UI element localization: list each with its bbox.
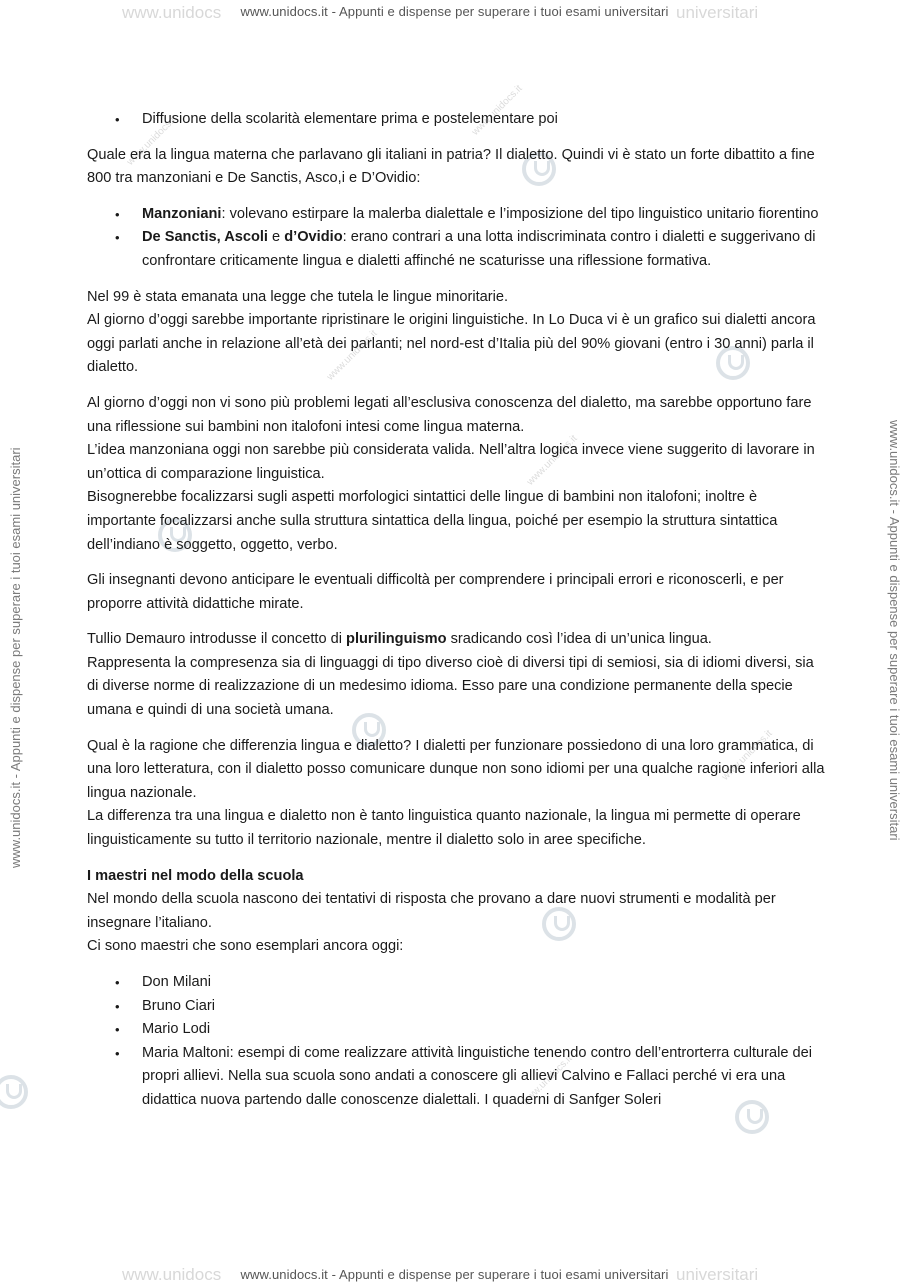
watermark-diagonal-6: www.unidocs.it <box>470 83 525 138</box>
watermark-diagonal-4: www.unidocs.it <box>720 728 775 783</box>
paragraph: Bisognerebbe focalizzarsi sugli aspetti morfologici sintattici delle lingue di bambini non italofoni; inoltre è importante focalizzarsi anche sulla struttura sintattica della lingua, poiché per esempio la struttura sintattica dell’indiano è soggetto, oggetto, verbo. <box>87 489 778 553</box>
paragraph: Qual è la ragione che differenzia lingua e dialetto? I dialetti per funzionare possiedono di una loro grammatica, di una loro letteratura, con il dialetto posso comunicare dunque non sono idiomi per una qualche ragione inferiori alla lingua nazionale. <box>87 737 825 801</box>
paragraph: Nel 99 è stata emanata una legge che tutela le lingue minoritarie. <box>87 288 509 305</box>
watermark-side-left: www.unidocs.it - Appunti e dispense per superare i tuoi esami universitari <box>8 447 23 868</box>
watermark-header: www.unidocs.it - Appunti e dispense per superare i tuoi esami universitari <box>240 4 669 19</box>
list-item: • Manzoniani: volevano estirpare la malerba dialettale e l’imposizione del tipo linguistico unitario fiorentino <box>87 203 827 227</box>
paragraph: La differenza tra una lingua e dialetto non è tanto linguistica quanto nazionale, la lingua mi permette di operare linguisticamente su tutto il territorio nazionale, mentre il dialetto solo in aree specifiche. <box>87 808 801 849</box>
paragraph: Nel mondo della scuola nascono dei tentativi di risposta che provano a dare nuovi strumenti e modalità per insegnare l’italiano. <box>87 891 776 931</box>
watermark-diagonal-1: www.unidocs.it <box>125 113 180 168</box>
bullet-icon: • <box>115 206 120 222</box>
paragraph: Al giorno d’oggi non vi sono più problemi legati all’esclusiva conoscenza del dialetto, ma sarebbe opportuno fare una riflessione sui bambini non italofoni intesi come lingua materna. <box>87 394 812 435</box>
document-body <box>87 108 827 1113</box>
bullet-list-maestri <box>87 971 827 1113</box>
bullet-list-top <box>87 108 827 132</box>
paragraph: Ci sono maestri che sono esemplari ancora oggi: <box>87 938 404 955</box>
paragraph: Gli insegnanti devono anticipare le eventuali difficoltà per comprendere i principali errori e riconoscerli, e per proporre attività didattiche mirate. <box>87 572 784 612</box>
paragraph: Tullio Demauro introdusse il concetto di plurilinguismo sradicando così l’idea di un’unica lingua. <box>87 631 712 648</box>
watermark-side-right: www.unidocs.it - Appunti e dispense per superare i tuoi esami universitari <box>887 420 902 841</box>
paragraph: L’idea manzoniana oggi non sarebbe più considerata valida. Nell’altra logica invece viene suggerito di lavorare in un’ottica di comparazione linguistica. <box>87 442 815 482</box>
watermark-ghost-right-footer: universitari <box>676 1265 759 1284</box>
watermark-diagonal-5: www.unidocs.it <box>520 1053 575 1108</box>
unidocs-logo-icon <box>0 1075 28 1109</box>
watermark-ghost-left: www.unidocs <box>122 3 222 22</box>
paragraph: Quale era la lingua materna che parlavano gli italiani in patria? Il dialetto. Quindi vi è stato un forte dibattito a fine 800 tra manzoniani e De Sanctis, Asco,i e D’Ovidio: <box>87 146 815 187</box>
list-item: • Maria Maltoni: esempi di come realizzare attività linguistiche tenendo contro dell’entrorterra culturale dei propri allievi. Nella sua scuola sono andati a conoscere gli allievi Calvino e Fallaci perché vi era una didattica nuova partendo dalle conoscenze dialettali. I quaderni di Sanfger Soleri <box>87 1042 827 1113</box>
bullet-icon: • <box>115 1022 120 1038</box>
list-item: • De Sanctis, Ascoli e d’Ovidio: erano contrari a una lotta indiscriminata contro i dialetti e suggerivano di confrontare criticamente lingua e dialetti affinché ne scaturisse una riflessione formativa. <box>87 226 827 273</box>
watermark-footer: www.unidocs.it - Appunti e dispense per superare i tuoi esami universitari <box>240 1267 669 1282</box>
watermark-diagonal-3: www.unidocs.it <box>525 433 580 488</box>
paragraph: Al giorno d’oggi sarebbe importante ripristinare le origini linguistiche. In Lo Duca vi è un grafico sui dialetti ancora oggi parlati anche in relazione all’età dei parlanti; nel nord-est d’Italia più del 90% giovani (entro i 30 anni) parla il dialetto. <box>87 312 816 376</box>
list-item: • Don Milani <box>87 971 827 995</box>
list-item: • Mario Lodi <box>87 1018 827 1042</box>
watermark-ghost-left-footer: www.unidocs <box>122 1265 222 1284</box>
watermark-diagonal-2: www.unidocs.it <box>325 328 380 383</box>
bullet-icon: • <box>115 230 120 246</box>
bullet-icon: • <box>115 998 120 1014</box>
bullet-icon: • <box>115 112 120 127</box>
bullet-icon: • <box>115 975 120 990</box>
section-heading: I maestri nel modo della scuola <box>87 867 304 884</box>
bullet-list-debate <box>87 203 827 274</box>
paragraph: Rappresenta la compresenza sia di linguaggi di tipo diverso cioè di diversi tipi di semiosi, sia di idiomi diversi, sia di diverse norme di realizzazione di un medesimo idioma. Esso pare una condizione permanente della specie umana e quindi di una società umana. <box>87 654 814 719</box>
watermark-ghost-right: universitari <box>676 3 759 22</box>
bullet-icon: • <box>115 1045 120 1061</box>
list-item: • Diffusione della scolarità elementare prima e postelementare poi <box>87 108 827 132</box>
term-plurilinguismo: plurilinguismo <box>346 631 447 648</box>
list-item: • Bruno Ciari <box>87 995 827 1019</box>
